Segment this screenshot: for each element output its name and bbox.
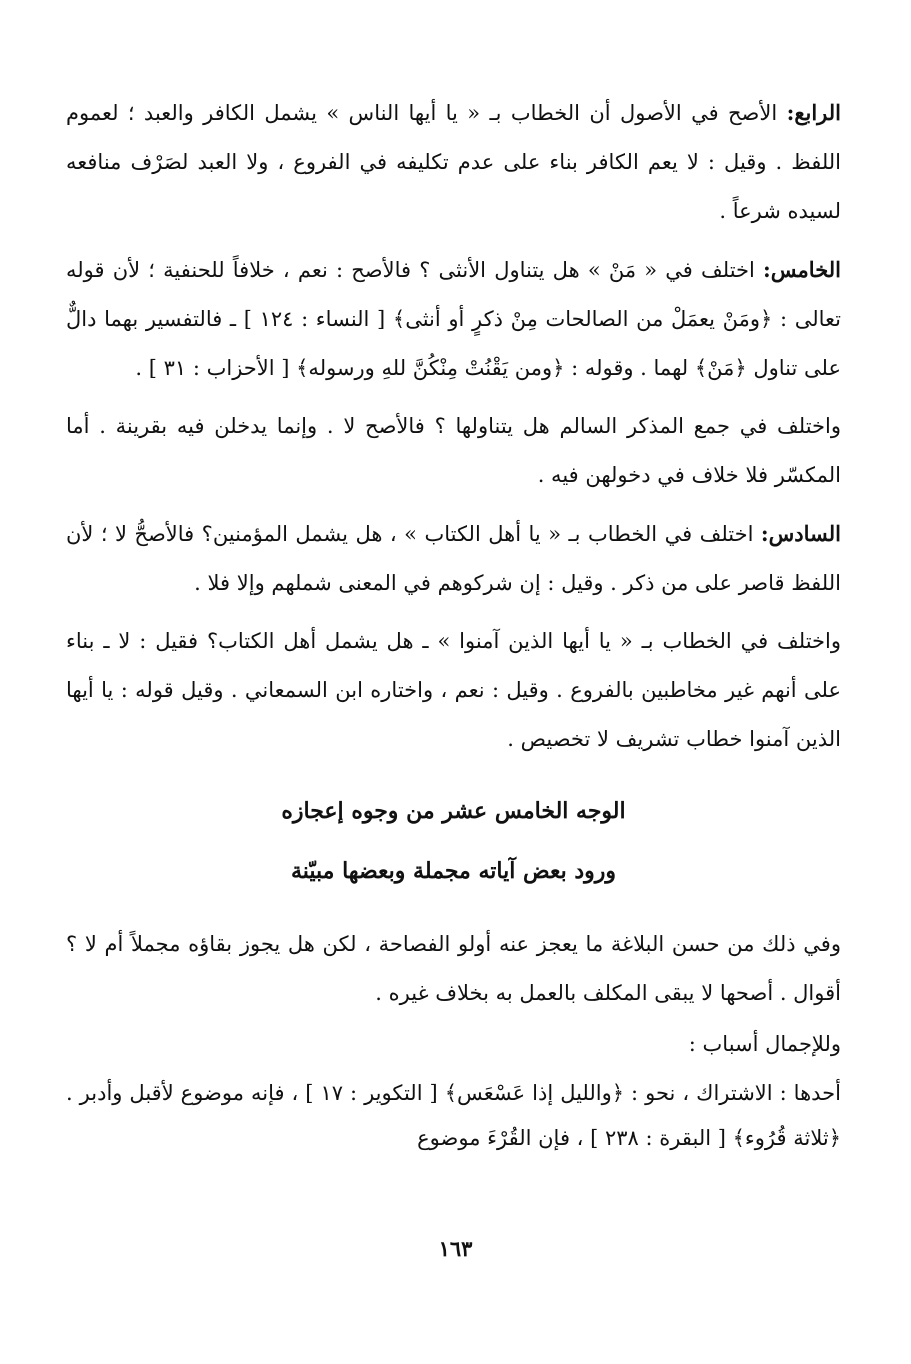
paragraph-fifth xyxy=(66,245,841,393)
paragraph-text: اختلف في الخطاب بـ « يا أهل الكتاب » ، هل يشمل المؤمنين؟ فالأصحُّ لا ؛ لأن اللفظ قاصر على من ذكر . وقيل : إن شركوهم في المعنى شملهم وإلا فلا . xyxy=(66,522,841,595)
paragraph-believers xyxy=(66,617,841,764)
section-paragraph-reasons: وللإجمال أسباب : xyxy=(688,1032,841,1056)
paragraph-text: واختلف في جمع المذكر السالم هل يتناولها ؟ فالأصح لا . وإنما يدخلن فيه بقرينة . أما المكسّر فلا خلاف في دخولهن فيه . xyxy=(66,414,841,487)
paragraph-text: الأصح في الأصول أن الخطاب بـ « يا أيها الناس » يشمل الكافر والعبد ؛ لعموم اللفظ . وقيل : لا يعم الكافر بناء على عدم تكليفه في الفروع ، ولا العبد لصَرْف منافعه لسيده شرعاً . xyxy=(66,101,841,223)
paragraph-lead: الرابع: xyxy=(786,100,841,125)
section-title: الوجه الخامس عشر من وجوه إعجازه xyxy=(281,798,626,824)
section-paragraph-intro: وفي ذلك من حسن البلاغة ما يعجز عنه أولو الفصاحة ، لكن هل يجوز بقاؤه مجملاً أم لا ؟ أقوال . أصحها لا يبقى المكلف بالعمل به بخلاف غيره . xyxy=(66,932,841,1005)
paragraph-text: اختلف في « مَنْ » هل يتناول الأنثى ؟ فالأصح : نعم ، خلافاً للحنفية ؛ لأن قوله تعالى : ﴿ومَنْ يعمَلْ من الصالحات مِنْ ذكرٍ أو أنثى﴾ [ النساء : ١٢٤ ] ـ فالتفسير بهما دالٌّ على تناول ﴿مَنْ﴾ لهما . وقوله : ﴿ومن يَقْنُتْ مِنْكُنَّ للهِ ورسوله﴾ [ الأحزاب : ٣١ ] . xyxy=(66,258,841,380)
paragraph-lead: السادس: xyxy=(760,521,841,546)
section-paragraph-first-reason: أحدها : الاشتراك ، نحو : ﴿والليل إذا عَسْعَس﴾ [ التكوير : ١٧ ] ، فإنه موضوع لأقبل وأدبر . ﴿ثلاثة قُرُوء﴾ [ البقرة : ٢٣٨ ] ، فإن القُرْءَ موضوع xyxy=(66,1081,841,1150)
paragraph-lead: الخامس: xyxy=(763,257,841,282)
paragraph-sixth xyxy=(66,509,841,608)
paragraph-text: واختلف في الخطاب بـ « يا أيها الذين آمنوا » ـ هل يشمل أهل الكتاب؟ فقيل : لا ـ بناء على أنهم غير مخاطبين بالفروع . وقيل : نعم ، واختاره ابن السمعاني . وقيل قوله : يا أيها الذين آمنوا خطاب تشريف لا تخصيص . xyxy=(66,629,841,751)
page-number: ١٦٣ xyxy=(438,1236,473,1261)
section-subtitle: ورود بعض آياته مجملة وبعضها مبيّنة xyxy=(290,858,617,884)
paragraph-plural xyxy=(66,402,841,500)
paragraph-fourth xyxy=(66,88,841,236)
